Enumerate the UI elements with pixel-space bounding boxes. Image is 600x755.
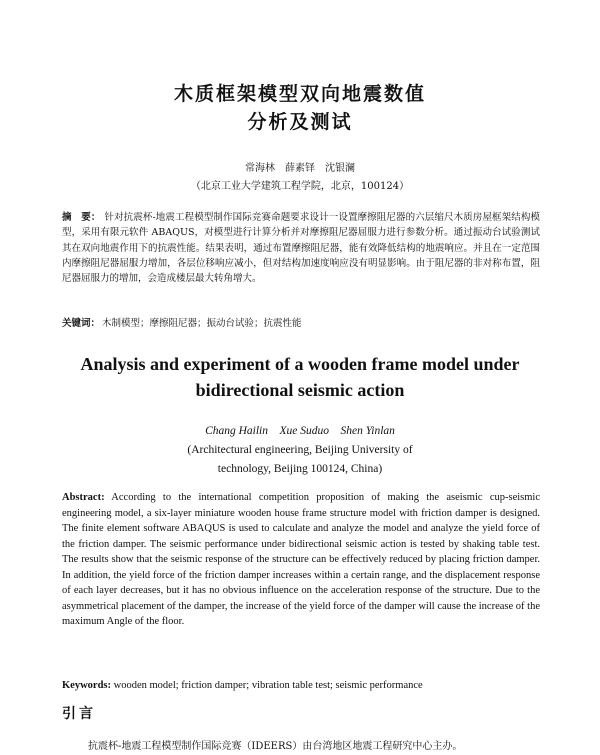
english-abstract-text: According to the international competition proposition of making the aseismic cup-seismic engineering model, a six-layer miniature wooden house frame structure model with friction damper is designed. The finite element software ABAQUS is used to calculate and analyze the model and analyze the yield force of the friction damper. The seismic performance under bidirectional seismic action is tested by shaking table test. The results show that the seismic response of the structure can be effectively reduced by placing friction damper. In addition, the yield force of the friction damper increases within a certain range, and the displacement response of each layer decreases, but it has no obvious influence on the acceleration response of the structure. Due to the asymmetrical placement of the damper, the increase of the yield force of the damper will cause the increase of the maximum Angle of the floor. [62, 492, 540, 627]
chinese-authors: 常海林 薛素铎 沈银澜 [245, 163, 355, 174]
chinese-abstract [62, 210, 540, 286]
body-text-first-line: 抗震杯-地震工程模型制作国际竞赛（IDEERS）由台湾地区地震工程研究中心主办。 [88, 741, 463, 752]
english-keywords [62, 678, 540, 693]
english-authors: Chang Hailin Xue Suduo Shen Yinlan [205, 425, 395, 437]
section-heading-introduction: 引言 [62, 706, 96, 722]
chinese-title-line-1: 木质框架模型双向地震数值 [173, 83, 426, 105]
english-title-line-2: bidirectional seismic action [195, 380, 405, 400]
chinese-keywords-text: 木制模型；摩擦阻尼器；振动台试验；抗震性能 [102, 318, 302, 329]
chinese-affiliation: （北京工业大学建筑工程学院，北京，100124） [190, 181, 410, 192]
english-abstract [62, 490, 540, 630]
english-keywords-label: Keywords: [62, 680, 111, 691]
chinese-keywords [62, 316, 540, 331]
english-abstract-label: Abstract: [62, 492, 105, 503]
chinese-title-line-2: 分析及测试 [247, 111, 353, 133]
english-title-line-1: Analysis and experiment of a wooden frame model under [80, 354, 520, 374]
chinese-keywords-label: 关键词： [62, 318, 101, 329]
english-affiliation: (Architectural engineering, Beijing University of technology, Beijing 100124, China) [187, 444, 413, 475]
english-keywords-text: wooden model; friction damper; vibration table test; seismic performance [113, 680, 423, 691]
chinese-abstract-text: 针对抗震杯-地震工程模型制作国际竞赛命题要求设计一设置摩擦阻尼器的六层缩尺木质房屋框架结构模型，采用有限元软件 ABAQUS，对模型进行计算分析并对摩擦阻尼器屈服力进行参数分析。通过振动台试验测试其在双向地震作用下的抗震性能。结果表明，通过布置摩擦阻尼器，能有效降低结构的地震响应。并且在一定范围内摩擦阻尼器屈服力增加，各层位移响应减小，但对结构加速度响应没有明显影响。由于阻尼器的非对称布置，阻尼器屈服力的增加，会造成楼层最大转角增大。 [62, 212, 540, 285]
chinese-abstract-label: 摘 要： [62, 212, 101, 223]
